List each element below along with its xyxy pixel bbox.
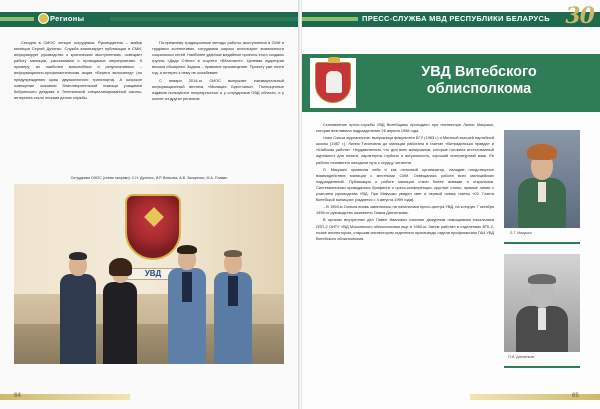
header-stripe bbox=[0, 17, 34, 21]
portrait-caption-2: П.И. Данченков bbox=[508, 355, 534, 359]
person-3 bbox=[166, 242, 208, 364]
caption-separator bbox=[504, 242, 580, 244]
issue-number: 30 bbox=[565, 3, 594, 29]
page-number-left: 64 bbox=[14, 393, 21, 399]
portrait-danchenkov bbox=[504, 254, 580, 352]
group-photo bbox=[14, 184, 284, 364]
photo-caption: Сотрудники ОИОС (слева направо): С.Н. Дученко, И.Р. Власова, А.В. Захаренко, М.А. Плаван bbox=[70, 176, 228, 180]
header-stripe-right bbox=[110, 17, 298, 21]
left-column-1 bbox=[14, 40, 142, 102]
paragraph: С января 2014-го ОИОС выпускает ежеквартальный информационный вестник «Милиция Брестчины». Полноценные издания пользуются популярностью и у сотрудников ОВД области, и у коллег из других регионов. bbox=[152, 77, 284, 101]
left-column-2 bbox=[152, 40, 284, 103]
left-page bbox=[0, 0, 298, 409]
paragraph: Л. Мякушко проявила себя и как отличный организатор, наладив плодотворное взаимодействие милиции с местными СМИ. Освещалась работа всех милицейских подразделений. Публикации о работе милиции стали более живыми и открытыми. Систематически проводились брифинги и пресс-конференции, круглые столы, прямые линии с участием руководства УВД. При Мякушко увидел свет и первый номер газеты «02. Газета Витебской милиции» (издается с 4 августа 1999 года). bbox=[316, 166, 494, 203]
person-2 bbox=[100, 254, 140, 364]
right-page bbox=[302, 0, 600, 409]
paragraph: Сегодня в ОИОС четыре сотрудника. Руководитель – майор милиции Сергей Дученко. Служба анализирует публикации в СМИ, информирует руководство о критических выступлениях, освещает работу милиции, рассказывая о проводимых мероприятиях. К примеру, из наиболее масштабных и результативных – информационно-профилактическая акция «Береги велосипед» (по предупреждению краж двухколесного транспорта). А широкое освещение оказания благотворительной помощи учащимся Кобринского детдома и Тепелинской специализированной школы-интерната стало личным делом службы. bbox=[14, 40, 142, 100]
article-title-block bbox=[302, 54, 600, 112]
portrait-myakushko bbox=[504, 130, 580, 228]
page-number-right: 65 bbox=[572, 393, 579, 399]
right-column-text bbox=[316, 122, 494, 243]
paragraph: Становление пресс-службы УВД Витебщины проходило при инспекторе Лилии Мякушко, которая возглавила подразделение 26 апреля 1998 года. bbox=[316, 122, 494, 134]
uvd-sign: УВД bbox=[122, 268, 184, 280]
footer-bar bbox=[470, 394, 600, 400]
portrait-caption-1: Л.Т. Мякушко bbox=[510, 231, 532, 235]
header-stripe bbox=[302, 17, 358, 21]
publisher-header-band bbox=[302, 12, 600, 27]
caption-separator bbox=[504, 366, 580, 368]
section-header-band bbox=[0, 12, 298, 27]
section-title: Регионы bbox=[50, 14, 85, 23]
person-4 bbox=[212, 246, 254, 364]
paragraph: Член Союза журналистов, выпускница факультета БГУ (1983 г.) и Минской высшей партийной школы (1987 г.), Лилия Тихоновна до милиции работала в газетах «Витрадинська правда» и «Шабская работа». Неудивительно, что для всех материалов, которые готовила аттестованный журналист для печати, характерны глубина и актуальность, хороший литературный язык. Ее работы неизменно находили путь к сердцу читателя. bbox=[316, 135, 494, 165]
paragraph: В органах внутренних дел Павел Иванович начинал дежурным помощником начальника ЛПП-2 ОИТУ УВД Московского облисполкома еще в 1980-м. Затем работал в отделениях ВТК-2, позже инспектором, старшим инспектором отделения пропаганды отдела профилактики ГАИ УВД Витебского облисполкома. bbox=[316, 217, 494, 241]
paragraph: По-прежнему традиционные методы работы, выступления в СМИ и трудовых коллективах, сотрудники широко используют возможности социальных сетей. Наиболее удачные медийные проекты этого созданы группы «Дядя Стёпа» в соцсети «ВКонтакте». Целевая аудитория весьма обширная. Задача – правовое просвещение. Проекту уже почти год, и интерес к нему не ослабевает. bbox=[152, 40, 284, 76]
star-icon bbox=[144, 207, 164, 227]
paragraph: ...В 1995-м Сильна вновь заменялась на начальника пресс-центра УВД, на которую 7 октября 1995-го руководство назначено Павла Данченкова. bbox=[316, 204, 494, 216]
person-1 bbox=[58, 248, 98, 364]
police-emblem-icon bbox=[38, 13, 49, 24]
vitebsk-coat-of-arms-icon bbox=[310, 58, 356, 108]
publisher-title: ПРЕСС-СЛУЖБА МВД РЕСПУБЛИКИ БЕЛАРУСЬ bbox=[362, 14, 550, 23]
article-title: УВД Витебского облисполкома bbox=[421, 64, 537, 97]
